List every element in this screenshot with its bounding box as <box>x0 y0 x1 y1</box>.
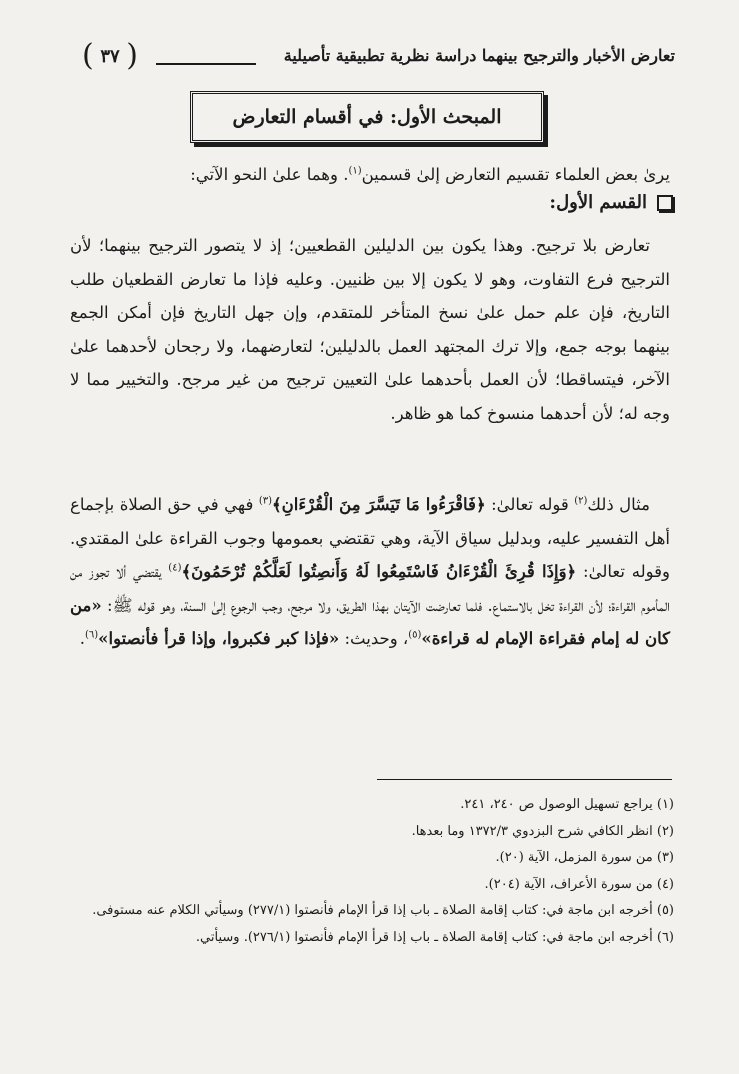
footnote-ref-1[interactable]: (١) <box>348 165 362 177</box>
quran-verse-1: ﴿فَاقْرَءُوا مَا تَيَسَّرَ مِنَ الْقُرْءَانِ﴾ <box>272 495 486 514</box>
footnote-ref-2[interactable]: (٢) <box>574 495 588 507</box>
quran-verse-2: ﴿وَإِذَا قُرِئَ الْقُرْءَانُ فَاسْتَمِعُوا لَهُ وَأَنصِتُوا لَعَلَّكُمْ تُرْحَمُونَ﴾ <box>181 562 577 581</box>
subheading-text: القسم الأول: <box>549 192 647 213</box>
subheading <box>549 192 673 213</box>
brace-left-icon: ( <box>82 38 94 73</box>
footnote-ref-5[interactable]: (٥) <box>408 629 422 641</box>
footnote-separator <box>377 779 672 780</box>
square-bullet-icon <box>657 195 673 211</box>
footnote-2: (٢) انظر الكافي شرح البزدوي ١٣٧٢/٣ وما بعدها. <box>411 823 674 839</box>
footnote-6: (٦) أخرجه ابن ماجة في: كتاب إقامة الصلاة ـ باب إذا قرأ الإمام فأنصتوا (٢٧٦/١). وسيأتي. <box>195 929 674 945</box>
footnote-ref-3[interactable]: (٣) <box>258 495 273 507</box>
footnote-3: (٣) من سورة المزمل، الآية (٢٠). <box>495 850 674 865</box>
paragraph-1: تعارض بلا ترجيح. وهذا يكون بين الدليلين القطعيين؛ إذ لا يتصور الترجيح بينهما؛ لأن الترجيح فرع التفاوت، وهو لا يكون إلا بين ظنيين. وعليه فإذا ما تعارض القطعيان طلب التاريخ، فإن علم حمل علىٰ نسخ المتأخر للمتقدم، وإن جهل التاريخ فإن أمكن الجمع بينهما بوجه جمع، وإلا ترك المجتهد العمل بالدليلين؛ لتعارضهما، ولا رجحان لأحدهما علىٰ الآخر، فيتساقطا؛ لأن العمل بأحدهما علىٰ التعيين ترجيح من غير مرجح. والتخيير مما لا وجه له؛ لأن أحدهما منسوخ كما هو ظاهر. <box>70 236 670 423</box>
brace-right-icon: ) <box>126 38 138 73</box>
section-title-box <box>190 91 544 143</box>
page-number: ( ٣٧ ) <box>82 38 138 73</box>
footnote-5: (٥) أخرجه ابن ماجة في: كتاب إقامة الصلاة ـ باب إذا قرأ الإمام فأنصتوا (٢٧٧/١) وسيأتي الكلام عنه مستوفى. <box>92 903 674 918</box>
footnote-ref-6[interactable]: (٦) <box>84 629 99 641</box>
hadith-2: «فإذا كبر فكبروا، وإذا قرأ فأنصتوا» <box>98 629 340 648</box>
running-title: تعارض الأخبار والترجيح بينهما دراسة نظرية تطبيقية تأصيلية <box>283 46 675 65</box>
paragraph-2: مثال ذلك$^{(٢)}$ قوله تعالىٰ: ﴿فَاقْرَءُوا مَا تَيَسَّرَ مِنَ الْقُرْءَانِ﴾$^{(٣)}$ فهي في حق الصلاة بإجماع أهل التفسير عليه، وبدليل سياق الآية، وهي تقتضي بعمومها وجوب القراءة علىٰ المقتدي. وقوله تعالىٰ: ﴿وَإِذَا قُرِئَ الْقُرْءَانُ فَاسْتَمِعُوا لَهُ وَأَنصِتُوا لَعَلَّكُمْ تُرْحَمُونَ﴾$^{(٤)}$ يقتضي ألا تجوز من المأموم القراءة؛ لأن القراءة تخل بالاستماع. فلما تعارضت الآيتان بهذا الطريق، ولا مرجح، وجب الرجوع إلىٰ السنة، وهو قوله ﷺ: «من كان له إمام فقراءة الإمام له قراءة»$^{(٥)}$، وحديث: «فإذا كبر فكبروا، وإذا قرأ فأنصتوا»$^{(٦)}$. <box>70 495 670 648</box>
section-title: المبحث الأول: في أقسام التعارض <box>232 106 502 128</box>
footnotes <box>70 792 674 951</box>
footnote-1: (١) يراجع تسهيل الوصول ص ٢٤٠، ٢٤١. <box>460 797 674 812</box>
footnote-ref-4[interactable]: (٤) <box>168 562 182 574</box>
hadith-1: «من كان له إمام فقراءة الإمام له قراءة» <box>70 595 670 648</box>
footnote-4: (٤) من سورة الأعراف، الآية (٢٠٤). <box>484 876 674 892</box>
running-header <box>80 40 675 80</box>
intro-paragraph: يرىٰ بعض العلماء تقسيم التعارض إلىٰ قسمين$^{(١)}$. وهما علىٰ النحو الآتي: <box>190 165 670 184</box>
header-rule <box>156 63 256 65</box>
